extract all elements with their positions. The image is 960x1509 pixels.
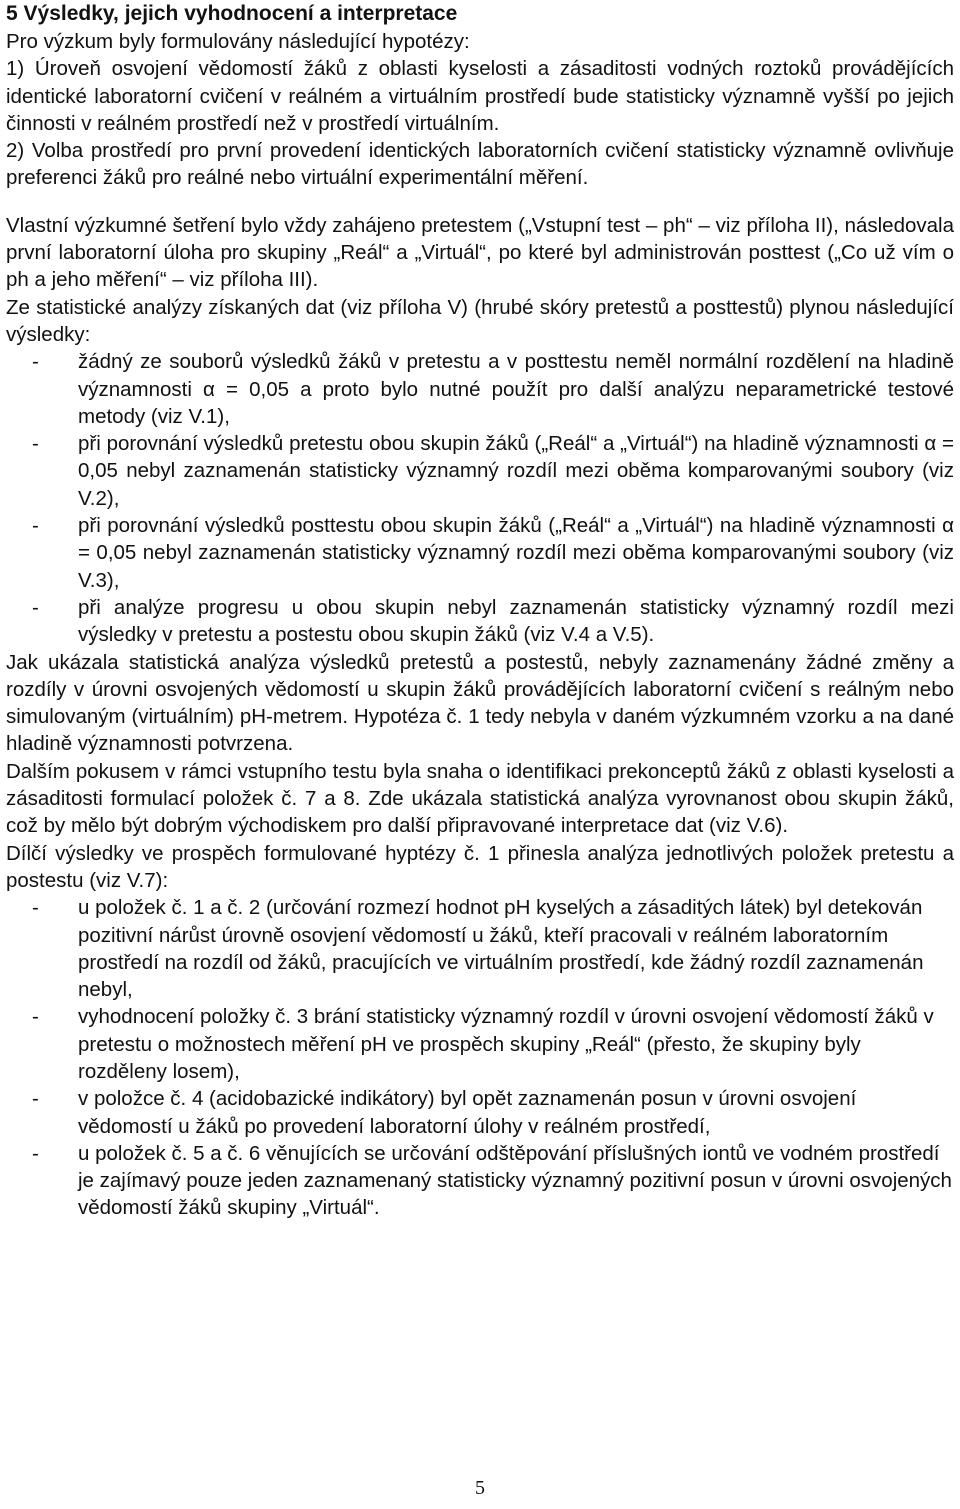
hypothesis-1: 1) Úroveň osvojení vědomostí žáků z oblasti kyselosti a zásaditosti vodných roztoků provádějících identické laboratorní cvičení v reálném a virtuálním prostředí bude statisticky významně vyšší po jejich činnosti v reálném prostředí než v prostředí virtuálním. [6,57,954,135]
list-item-text: u položek č. 5 a č. 6 věnujících se určování odštěpování příslušných iontů ve vodném prostředí je zajímavý pouze jeden zaznamenaný statisticky významný pozitivní posun v úrovni osvojených vědomostí žáků skupiny „Virtuál“. [78,1141,952,1220]
preconcepts-paragraph: Dalším pokusem v rámci vstupního testu byla snaha o identifikaci prekonceptů žáků z oblasti kyselosti a zásaditosti formulací položek č. 7 a 8. Zde ukázala statistická analýza vyrovnanost obou skupin žáků, což by mělo být dobrým východiskem pro další připravované interpretace dat (viz V.6). [6,759,954,838]
dash-marker: - [32,1005,39,1029]
list-item [6,430,954,512]
list-item-text: při analýze progresu u obou skupin nebyl zaznamenán statisticky významný rozdíl mezi výsledky v pretestu a postestu obou skupin žáků (viz V.4 a V.5). [78,595,954,647]
list-item-text: vyhodnocení položky č. 3 brání statisticky významný rozdíl v úrovni osvojení vědomostí žáků v pretestu o možnostech měření pH ve prospěch skupiny „Reál“ (přesto, že skupiny byly rozděleny losem), [78,1005,934,1083]
section-heading: 5 Výsledky, jejich vyhodnocení a interpretace [6,2,458,25]
list-item [6,1140,954,1222]
hypothesis-2: 2) Volba prostředí pro první provedení identických laboratorních cvičení statisticky významně ovlivňuje preferenci žáků pro reálné nebo virtuální experimentální měření. [6,139,954,190]
dash-marker: - [32,1141,39,1165]
dash-marker: - [32,514,39,538]
dash-marker: - [32,896,39,920]
dash-marker: - [32,432,39,456]
items-list [6,894,954,1222]
list-item-text: v položce č. 4 (acidobazické indikátory) byl opět zaznamenán posun v úrovni osvojení vědomostí u žáků po provedení laboratorní úlohy v reálném prostředí, [78,1087,857,1138]
stats-paragraph: Ze statistické analýzy získaných dat (viz příloha V) (hrubé skóry pretestů a posttestů) plynou následující výsledky: [6,295,954,346]
list-item-text: žádný ze souborů výsledků žáků v pretestu a v posttestu neměl normální rozdělení na hladině významnosti α = 0,05 a proto bylo nutné použít pro další analýzu neparametrické testové metody (viz V.1), [78,350,954,428]
dash-marker: - [32,1087,39,1111]
partial-results-paragraph: Dílčí výsledky ve prospěch formulované hyptézy č. 1 přinesla analýza jednotlivých položek pretestu a postestu (viz V.7): [6,841,954,892]
paragraph-gap [6,192,954,212]
list-item [6,1003,954,1085]
list-item [6,894,954,1003]
dash-marker: - [32,350,39,374]
dash-marker: - [32,595,39,619]
list-item-text: při porovnání výsledků pretestu obou skupin žáků („Reál“ a „Virtuál“) na hladině významnosti α = 0,05 nebyl zaznamenán statisticky významný rozdíl mezi oběma komparovanými soubory (viz V.2), [78,432,954,510]
page-number: 5 [475,1477,485,1499]
list-item-text: u položek č. 1 a č. 2 (určování rozmezí hodnot pH kyselých a zásaditých látek) byl detekován pozitivní nárůst úrovně osovjení vědomostí u žáků, kteří pracovali v reálném laboratorním prostředí na rozdíl od žáků, pracujících ve virtuálním prostředí, kde žádný rozdíl zaznamenán nebyl, [78,896,924,1002]
list-item [6,348,954,430]
list-item [6,1085,954,1140]
research-paragraph: Vlastní výzkumné šetření bylo vždy zahájeno pretestem („Vstupní test – ph“ – viz příloha II), následovala první laboratorní úloha pro skupiny „Reál“ a „Virtuál“, po které byl administrován posttest („Co už vím o ph a jeho měření“ – viz příloha III). [6,213,954,292]
document-page [6,0,954,1222]
list-item [6,594,954,649]
list-item-text: při porovnání výsledků posttestu obou skupin žáků („Reál“ a „Virtuál“) na hladině významnosti α = 0,05 nebyl zaznamenán statisticky významný rozdíl mezi oběma komparovanými soubory (viz V.3), [78,514,954,592]
intro-line: Pro výzkum byly formulovány následující hypotézy: [6,30,470,53]
list-item [6,512,954,594]
results-list [6,348,954,648]
conclusion-paragraph: Jak ukázala statistická analýza výsledků pretestů a postestů, nebyly zaznamenány žádné změny a rozdíly v úrovni osvojených vědomostí u skupin žáků provádějících laboratorní cvičení s reálným nebo simulovaným (virtuálním) pH-metrem. Hypotéza č. 1 tedy nebyla v daném výzkumném vzorku a na dané hladině významnosti potvrzena. [6,650,954,756]
